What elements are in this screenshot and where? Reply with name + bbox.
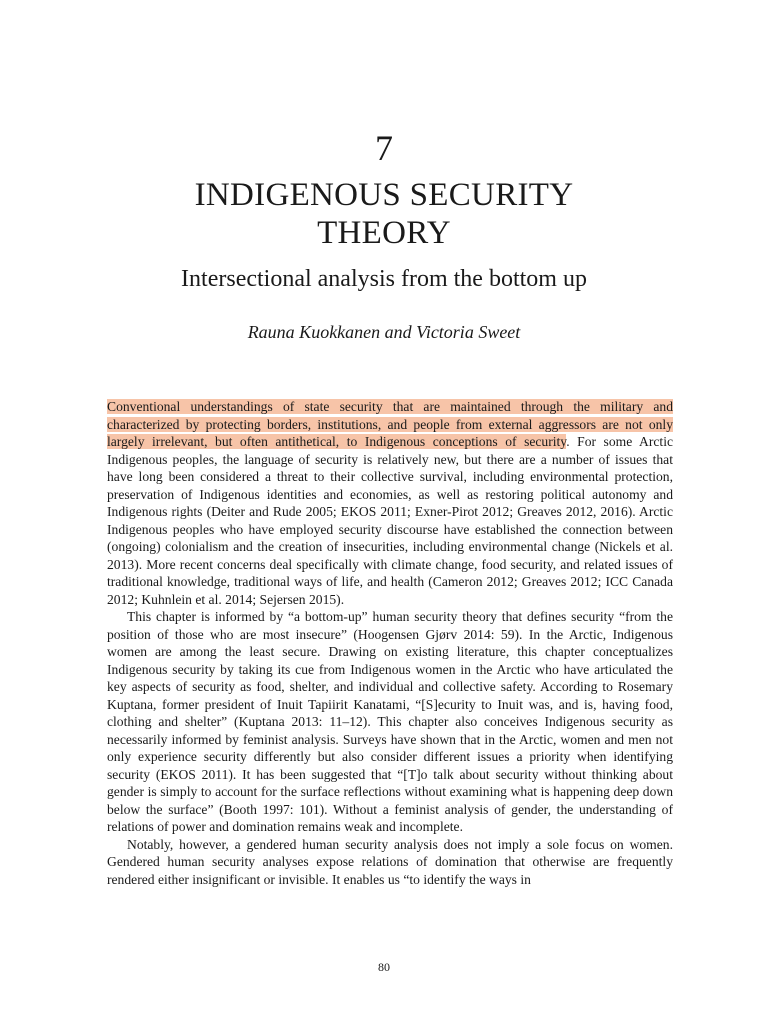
chapter-authors: Rauna Kuokkanen and Victoria Sweet (247, 322, 521, 342)
page-number: 80 (378, 960, 390, 974)
highlighted-text[interactable]: Conventional understandings of state security that are maintained through the military and characterized by protecting borders, institutions, and people from external aggressors are not only largely irrelevant, but often antithetical, to Indigenous conceptions of security (107, 399, 673, 449)
body-text (107, 398, 673, 888)
paragraph-1-rest: . For some Arctic Indigenous peoples, the language of security is relatively new, but there are a number of issues that have long been considered a threat to their collective survival, including environmental protection, preservation of Indigenous identities and economies, as well as restoring political autonomy and Indigenous rights (Deiter and Rude 2005; EKOS 2011; Exner-Pirot 2012; Greaves 2012, 2016). Arctic Indigenous peoples who have employed security discourse have established the connection between (ongoing) colonialism and the creation of insecurities, including environmental change (Nickels et al. 2013). More recent concerns deal specifically with climate change, food security, and related issues of traditional knowledge, traditional ways of life, and health (Cameron 2012; Greaves 2012; ICC Canada 2012; Kuhnlein et al. 2014; Sejersen 2015). (107, 434, 673, 607)
chapter-title-line-1: INDIGENOUS SECURITY (194, 177, 574, 213)
chapter-title (0, 176, 768, 252)
paragraph-1 (107, 398, 673, 608)
paragraph-2: This chapter is informed by “a bottom-up” human security theory that defines security “from the position of those who are most insecure” (Hoogensen Gjørv 2014: 59). In the Arctic, Indigenous women are among the least secure. Drawing on existing literature, this chapter conceptualizes Indigenous security by taking its cue from Indigenous women in the Arctic who have articulated the key aspects of security as food, shelter, and individual and collective safety. According to Rosemary Kuptana, former president of Inuit Tapiirit Kanatami, “[S]ecurity to Inuit was, and is, having food, clothing and shelter” (Kuptana 2013: 11–12). This chapter also conceives Indigenous security as necessarily informed by feminist analysis. Surveys have shown that in the Arctic, women and men not only experience security differently but also consider different issues a priority when identifying security (EKOS 2011). It has been suggested that “[T]o talk about security without thinking about gender is simply to account for the surface reflections without examining what is happening deep down below the surface” (Booth 1997: 101). Without a feminist analysis of gender, the understanding of relations of power and domination remains weak and incomplete. (107, 609, 673, 834)
chapter-title-line-2: THEORY (317, 215, 451, 251)
paragraph-3: Notably, however, a gendered human security analysis does not imply a sole focus on women. Gendered human security analyses expose relations of domination that otherwise are frequently rendered either insignificant or invisible. It enables us “to identify the ways in (107, 836, 673, 887)
chapter-subtitle: Intersectional analysis from the bottom up (181, 266, 587, 292)
chapter-number: 7 (375, 128, 393, 168)
